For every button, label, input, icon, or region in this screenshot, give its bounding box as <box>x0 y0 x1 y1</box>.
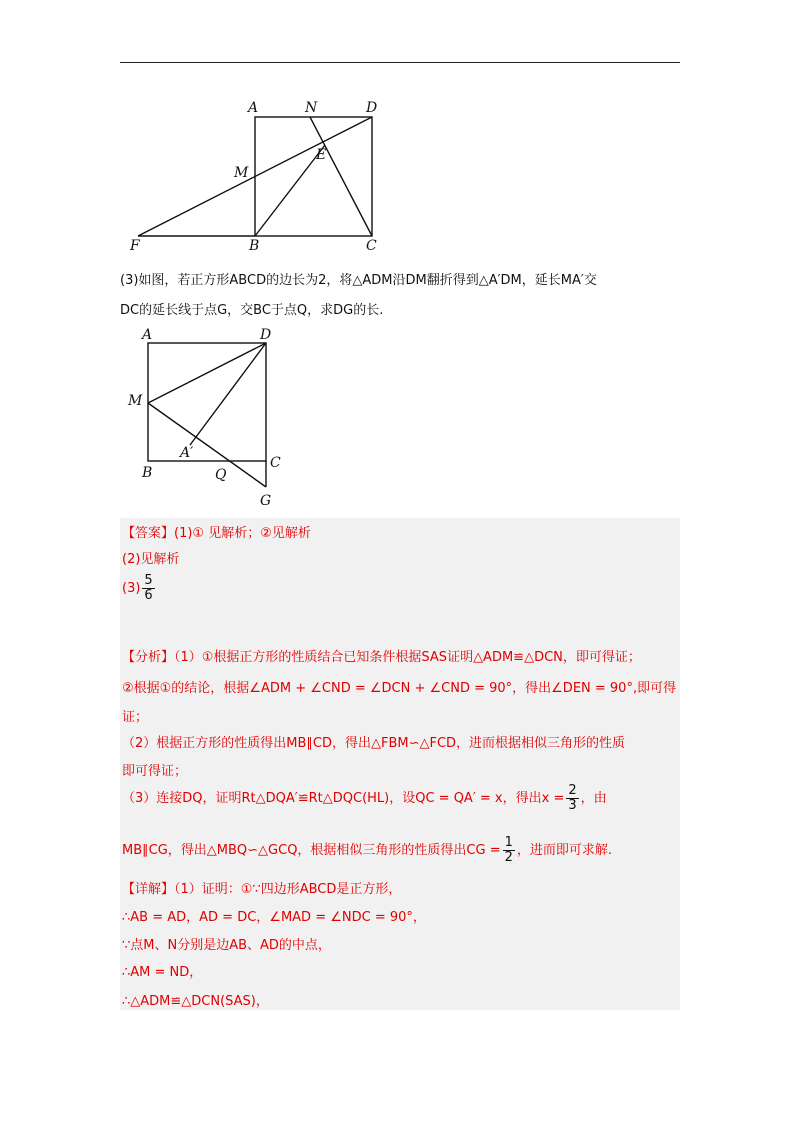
line-md <box>148 343 266 403</box>
question-3-line-2: DC的延长线于点G，交BC于点Q，求DG的长. <box>120 303 384 318</box>
square-abcd-2 <box>148 343 266 461</box>
analysis-7-post: ，进而即可求解. <box>516 843 613 858</box>
label-A-prime: A′ <box>180 445 194 461</box>
detail-line-1: 【详解】（1）证明：①∵四边形ABCD是正方形， <box>122 882 402 897</box>
detail-line-3: ∵点M、N分别是边AB、AD的中点， <box>122 938 331 953</box>
detail-line-4: ∴AM = ND， <box>122 965 203 980</box>
answer-line-3 <box>122 574 157 603</box>
label-C: C <box>366 238 377 254</box>
analysis-7-text: MB∥CG，得出△MBQ∽△GCQ，根据相似三角形的性质得出CG = <box>122 843 501 858</box>
analysis-6-num: 2 <box>568 783 577 798</box>
analysis-line-5: 即可得证； <box>122 764 188 779</box>
answer-block <box>120 518 680 1010</box>
figure-2 <box>120 325 300 510</box>
analysis-line-2: ②根据①的结论，根据∠ADM + ∠CND = ∠DCN + ∠CND = 90°，得出∠DEN = 90°,即可得 <box>122 681 677 696</box>
label-D: D <box>366 100 378 116</box>
question-3-line-1: (3)如图，若正方形ABCD的边长为2，将△ADM沿DM翻折得到△A′DM，延长MA′交 <box>120 273 597 288</box>
figure-1 <box>120 95 410 255</box>
analysis-line-1: 【分析】（1）①根据正方形的性质结合已知条件根据SAS证明△ADM≌△DCN，即可得证； <box>122 650 641 665</box>
analysis-6-den: 3 <box>568 798 577 813</box>
label-M: M <box>234 165 249 181</box>
analysis-7-num: 1 <box>504 835 513 850</box>
label-F: F <box>130 238 140 254</box>
analysis-7-den: 2 <box>504 850 513 865</box>
answer-line-1: 【答案】(1)① 见解析；②见解析 <box>122 526 311 541</box>
answer-3-fraction <box>142 574 154 603</box>
square-abcd <box>255 117 372 236</box>
answer-3-num: 5 <box>144 573 153 588</box>
label-N: N <box>305 100 318 116</box>
analysis-line-6 <box>122 784 607 813</box>
label-M2: M <box>128 393 143 409</box>
header-rule <box>120 62 680 63</box>
question-3 <box>120 266 680 326</box>
label-B2: B <box>142 465 153 481</box>
line-da1 <box>190 343 266 445</box>
analysis-6-post: ，由 <box>580 791 607 806</box>
answer-3-den: 6 <box>144 588 153 603</box>
label-A: A <box>248 100 259 116</box>
answer-line-2: (2)见解析 <box>122 552 180 567</box>
detail-line-2: ∴AB = AD，AD = DC，∠MAD = ∠NDC = 90°， <box>122 910 426 925</box>
analysis-6-text: （3）连接DQ，证明Rt△DQA′≌Rt△DQC(HL)，设QC = QA′ = x，得出x = <box>122 791 565 806</box>
label-Q: Q <box>215 467 227 483</box>
analysis-line-7 <box>122 836 612 865</box>
line-mg <box>148 403 266 487</box>
line-nc <box>310 117 372 236</box>
label-B: B <box>249 238 260 254</box>
analysis-6-fraction <box>566 784 578 813</box>
label-A2: A <box>142 327 153 343</box>
answer-3-prefix: (3) <box>122 581 141 596</box>
label-G: G <box>260 493 272 509</box>
label-D2: D <box>260 327 272 343</box>
label-C2: C <box>270 455 281 471</box>
label-E: E <box>316 147 327 163</box>
analysis-line-4: （2）根据正方形的性质得出MB∥CD，得出△FBM∽△FCD，进而根据相似三角形的性质 <box>122 736 626 751</box>
detail-line-5: ∴△ADM≌△DCN(SAS)， <box>122 994 269 1009</box>
analysis-line-3: 证； <box>122 710 149 725</box>
analysis-7-fraction <box>503 836 515 865</box>
